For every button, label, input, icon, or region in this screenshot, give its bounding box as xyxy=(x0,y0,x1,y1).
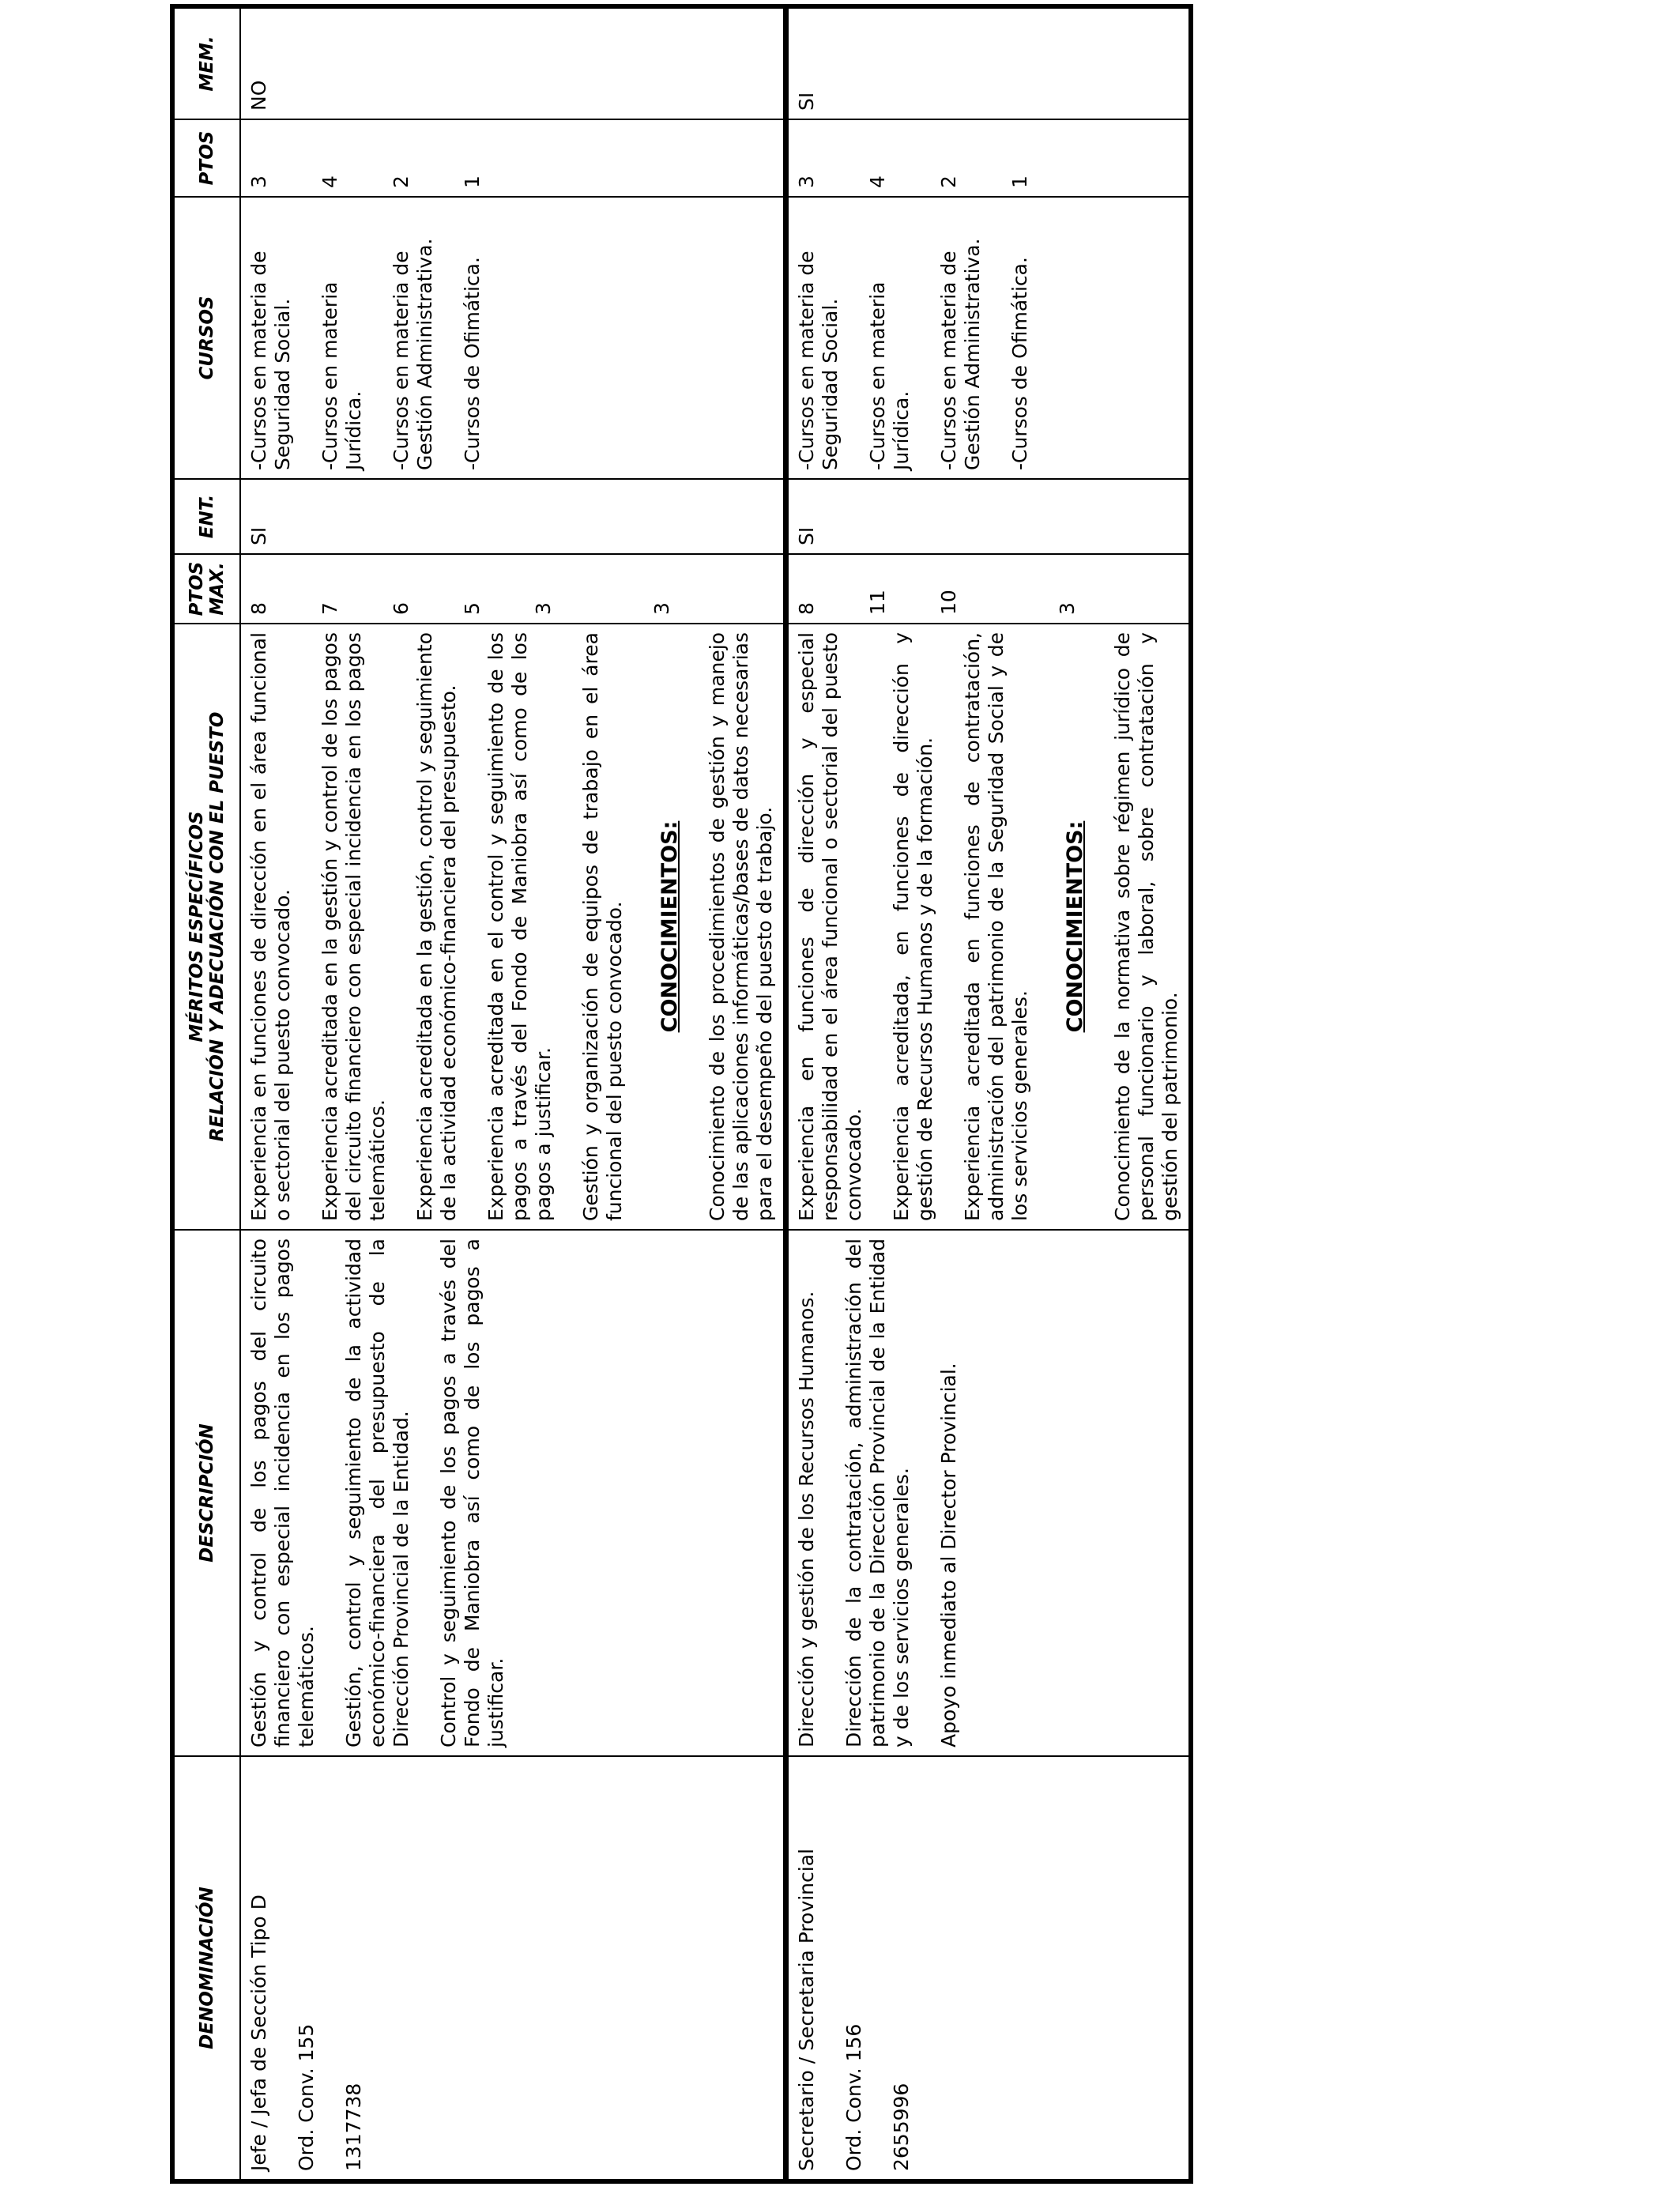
cell-cursos xyxy=(786,197,1192,479)
ptos-max-value: 8 xyxy=(795,602,818,615)
merit-item: Experiencia acreditada, en funciones de dirección y gestión de Recursos Humanos y de la formación. xyxy=(890,632,936,1221)
description-item: Gestión y control de los pagos del circuito financiero con especial incidencia en los pagos telemáticos. xyxy=(247,1238,318,1747)
header-meritos-line2: RELACIÓN Y ADECUACIÓN CON EL PUESTO xyxy=(207,711,228,1142)
ptos-max-value: 10 xyxy=(937,590,960,615)
course-item: -Cursos en materia de Seguridad Social. xyxy=(247,251,294,470)
mem-value: SI xyxy=(795,92,818,111)
merit-item: Experiencia acreditada en la gestión y control de los pagos del circuito financiero con especial incidencia en los pagos telemáticos. xyxy=(318,632,389,1221)
header-meritos-line1: MÉRITOS ESPECÍFICOS xyxy=(186,811,207,1042)
cell-ent xyxy=(240,479,786,554)
table-row xyxy=(240,6,786,2181)
cell-mem xyxy=(786,6,1192,119)
mem-value: NO xyxy=(247,80,270,111)
description-item: Gestión, control y seguimiento de la actividad económico-financiera del presupuesto de la Dirección Provincial de la Entidad. xyxy=(342,1238,412,1747)
header-ent: ENT. xyxy=(172,479,240,554)
course-item: -Cursos en materia de Gestión Administrativa. xyxy=(390,238,436,470)
ptos-max-value: 5 xyxy=(461,602,484,615)
ent-value: SI xyxy=(795,526,818,545)
ent-value: SI xyxy=(247,526,270,545)
merit-item: Experiencia en funciones de dirección en el área funcional o sectorial del puesto convocado. xyxy=(247,632,294,1221)
ptos-max-value: 11 xyxy=(866,590,889,615)
merit-item: Experiencia acreditada en funciones de contratación, administración del patrimonio de la Seguridad Social y de los servicios generales. xyxy=(961,632,1031,1221)
ptos-value: 1 xyxy=(1008,175,1031,188)
merit-item: Experiencia en funciones de dirección y especial responsabilidad en el área funcional o sectorial del puesto convocado. xyxy=(795,632,865,1221)
table-row xyxy=(786,6,1192,2181)
conocimientos-heading: CONOCIMIENTOS: xyxy=(1063,820,1087,1033)
ptos-max-value: 7 xyxy=(318,602,341,615)
course-item: -Cursos en materia de Seguridad Social. xyxy=(795,251,842,470)
conocimientos-heading: CONOCIMIENTOS: xyxy=(657,820,682,1033)
order-number: Ord. Conv. 156 xyxy=(842,2023,865,2171)
ptos-value: 2 xyxy=(390,175,412,188)
header-ptos-max-line1: PTOS xyxy=(186,561,207,616)
cell-cursos xyxy=(240,197,786,479)
header-denominacion: DENOMINACIÓN xyxy=(172,1756,240,2181)
ptos-max-value: 6 xyxy=(390,602,412,615)
description-item: Apoyo inmediato al Director Provincial. xyxy=(937,1363,960,1747)
cell-mem xyxy=(240,6,786,119)
description-item: Control y seguimiento de los pagos a través del Fondo de Maniobra así como de los pagos a justificar. xyxy=(437,1238,507,1747)
cell-denominacion xyxy=(786,1756,1192,2181)
merits-table xyxy=(170,4,1193,2184)
header-meritos xyxy=(172,624,240,1230)
merit-item: Experiencia acreditada en la gestión, control y seguimiento de la actividad económico-financiera del presupuesto. xyxy=(413,632,460,1221)
course-item: -Cursos de Ofimática. xyxy=(1008,257,1031,470)
cell-meritos xyxy=(240,624,786,1230)
ptos-max-conocimientos: 3 xyxy=(1056,602,1079,615)
header-mem: MEM. xyxy=(172,6,240,119)
header-cursos: CURSOS xyxy=(172,197,240,479)
cell-denominacion xyxy=(240,1756,786,2181)
header-row xyxy=(172,6,240,2181)
conocimientos-text: Conocimiento de la normativa sobre régimen jurídico de personal funcionario y laboral, sobre contratación y gestión del patrimonio. xyxy=(1111,632,1181,1221)
cell-ptos-max xyxy=(786,554,1192,624)
cell-meritos xyxy=(786,624,1192,1230)
order-number: Ord. Conv. 155 xyxy=(295,2023,318,2171)
course-item: -Cursos de Ofimática. xyxy=(461,257,484,470)
rotated-page xyxy=(170,9,1181,2184)
description-item: Dirección de la contratación, administración del patrimonio de la Dirección Provincial de la Entidad y de los servicios generales. xyxy=(842,1238,913,1747)
header-ptos: PTOS xyxy=(172,119,240,197)
post-code: 2655996 xyxy=(890,2083,913,2171)
ptos-value: 3 xyxy=(795,175,818,188)
post-code: 1317738 xyxy=(342,2083,365,2171)
ptos-max-value: 3 xyxy=(532,602,555,615)
conocimientos-text: Conocimiento de los procedimientos de gestión y manejo de las aplicaciones informáticas/bases de datos necesarias para el desempeño del puesto de trabajo. xyxy=(706,632,776,1221)
job-title: Jefe / Jefa de Sección Tipo D xyxy=(247,1894,270,2171)
ptos-value: 2 xyxy=(937,175,960,188)
header-descripcion: DESCRIPCIÓN xyxy=(172,1230,240,1756)
course-item: -Cursos en materia de Gestión Administrativa. xyxy=(937,238,984,470)
cell-descripcion xyxy=(240,1230,786,1756)
ptos-value: 3 xyxy=(247,175,270,188)
ptos-value: 4 xyxy=(318,175,341,188)
merit-item: Experiencia acreditada en el control y seguimiento de los pagos a través del Fondo de Maniobra así como de los pagos a justificar. xyxy=(484,632,555,1221)
ptos-value: 4 xyxy=(866,175,889,188)
cell-ptos xyxy=(240,119,786,197)
header-ptos-max-line2: MAX. xyxy=(207,562,228,616)
ptos-value: 1 xyxy=(461,175,484,188)
description-item: Dirección y gestión de los Recursos Humanos. xyxy=(795,1291,818,1747)
cell-ptos-max xyxy=(240,554,786,624)
cell-ent xyxy=(786,479,1192,554)
header-ptos-max xyxy=(172,554,240,624)
cell-descripcion xyxy=(786,1230,1192,1756)
merit-item: Gestión y organización de equipos de trabajo en el área funcional del puesto convocado. xyxy=(579,632,626,1221)
ptos-max-conocimientos: 3 xyxy=(650,602,673,615)
course-item: -Cursos en materia Jurídica. xyxy=(318,281,365,470)
cell-ptos xyxy=(786,119,1192,197)
course-item: -Cursos en materia Jurídica. xyxy=(866,281,913,470)
ptos-max-value: 8 xyxy=(247,602,270,615)
job-title: Secretario / Secretaria Provincial xyxy=(795,1849,818,2171)
